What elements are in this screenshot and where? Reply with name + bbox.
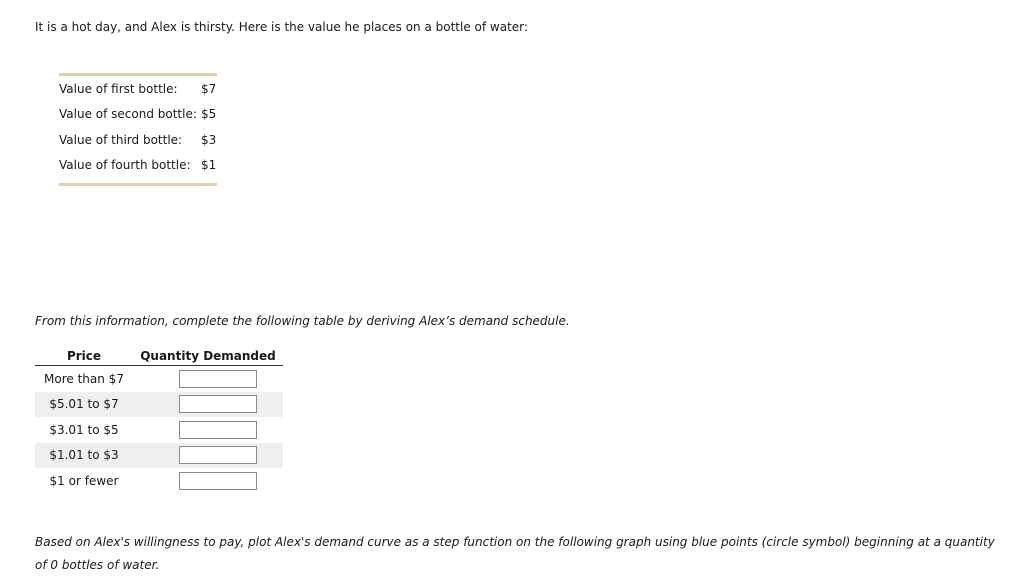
value-row-second xyxy=(59,102,217,128)
price-cell: $1 or fewer xyxy=(49,473,119,488)
price-cell: $5.01 to $7 xyxy=(35,392,133,418)
quantity-input[interactable] xyxy=(179,446,257,464)
price-cell: $1.01 to $3 xyxy=(35,443,133,469)
quantity-header: Quantity Demanded xyxy=(133,346,283,366)
value-row-first xyxy=(59,76,217,102)
quantity-cell xyxy=(133,468,283,494)
quantity-input[interactable] xyxy=(179,370,257,388)
quantity-cell xyxy=(133,443,283,469)
value-amount: $1 xyxy=(201,158,217,173)
value-amount: $3 xyxy=(201,132,217,147)
value-amount: $5 xyxy=(201,107,217,122)
value-row-fourth xyxy=(59,153,217,179)
value-label: Value of fourth bottle: xyxy=(59,158,191,173)
table-row xyxy=(35,366,283,392)
quantity-cell xyxy=(133,366,283,392)
quantity-cell xyxy=(133,392,283,418)
quantity-cell xyxy=(133,417,283,443)
table-row xyxy=(35,392,283,418)
table-row xyxy=(35,417,283,443)
price-cell: More than $7 xyxy=(44,371,124,386)
value-label: Value of second bottle: xyxy=(59,107,197,122)
quantity-input[interactable] xyxy=(179,472,257,490)
bottle-value-list xyxy=(59,73,217,186)
quantity-input[interactable] xyxy=(179,421,257,439)
quantity-input[interactable] xyxy=(179,395,257,413)
table-instruction: From this information, complete the following table by deriving Alex’s demand schedule. xyxy=(35,314,570,328)
price-header: Price xyxy=(35,346,133,366)
value-label: Value of third bottle: xyxy=(59,132,183,147)
value-label: Value of first bottle: xyxy=(59,81,178,96)
value-row-third xyxy=(59,127,217,153)
table-header-row xyxy=(35,346,283,366)
intro-text: It is a hot day, and Alex is thirsty. Here is the value he places on a bottle of water: xyxy=(35,20,528,34)
price-cell: $3.01 to $5 xyxy=(49,422,119,437)
plot-instruction: Based on Alex's willingness to pay, plot Alex's demand curve as a step function on the following graph using blue points (circle symbol) beginning at a quantity of 0 bottles of water. xyxy=(35,535,995,572)
demand-schedule-table xyxy=(35,346,283,494)
table-row xyxy=(35,468,283,494)
value-list-bottom-rule xyxy=(59,183,217,186)
table-row xyxy=(35,443,283,469)
value-amount: $7 xyxy=(201,81,217,96)
